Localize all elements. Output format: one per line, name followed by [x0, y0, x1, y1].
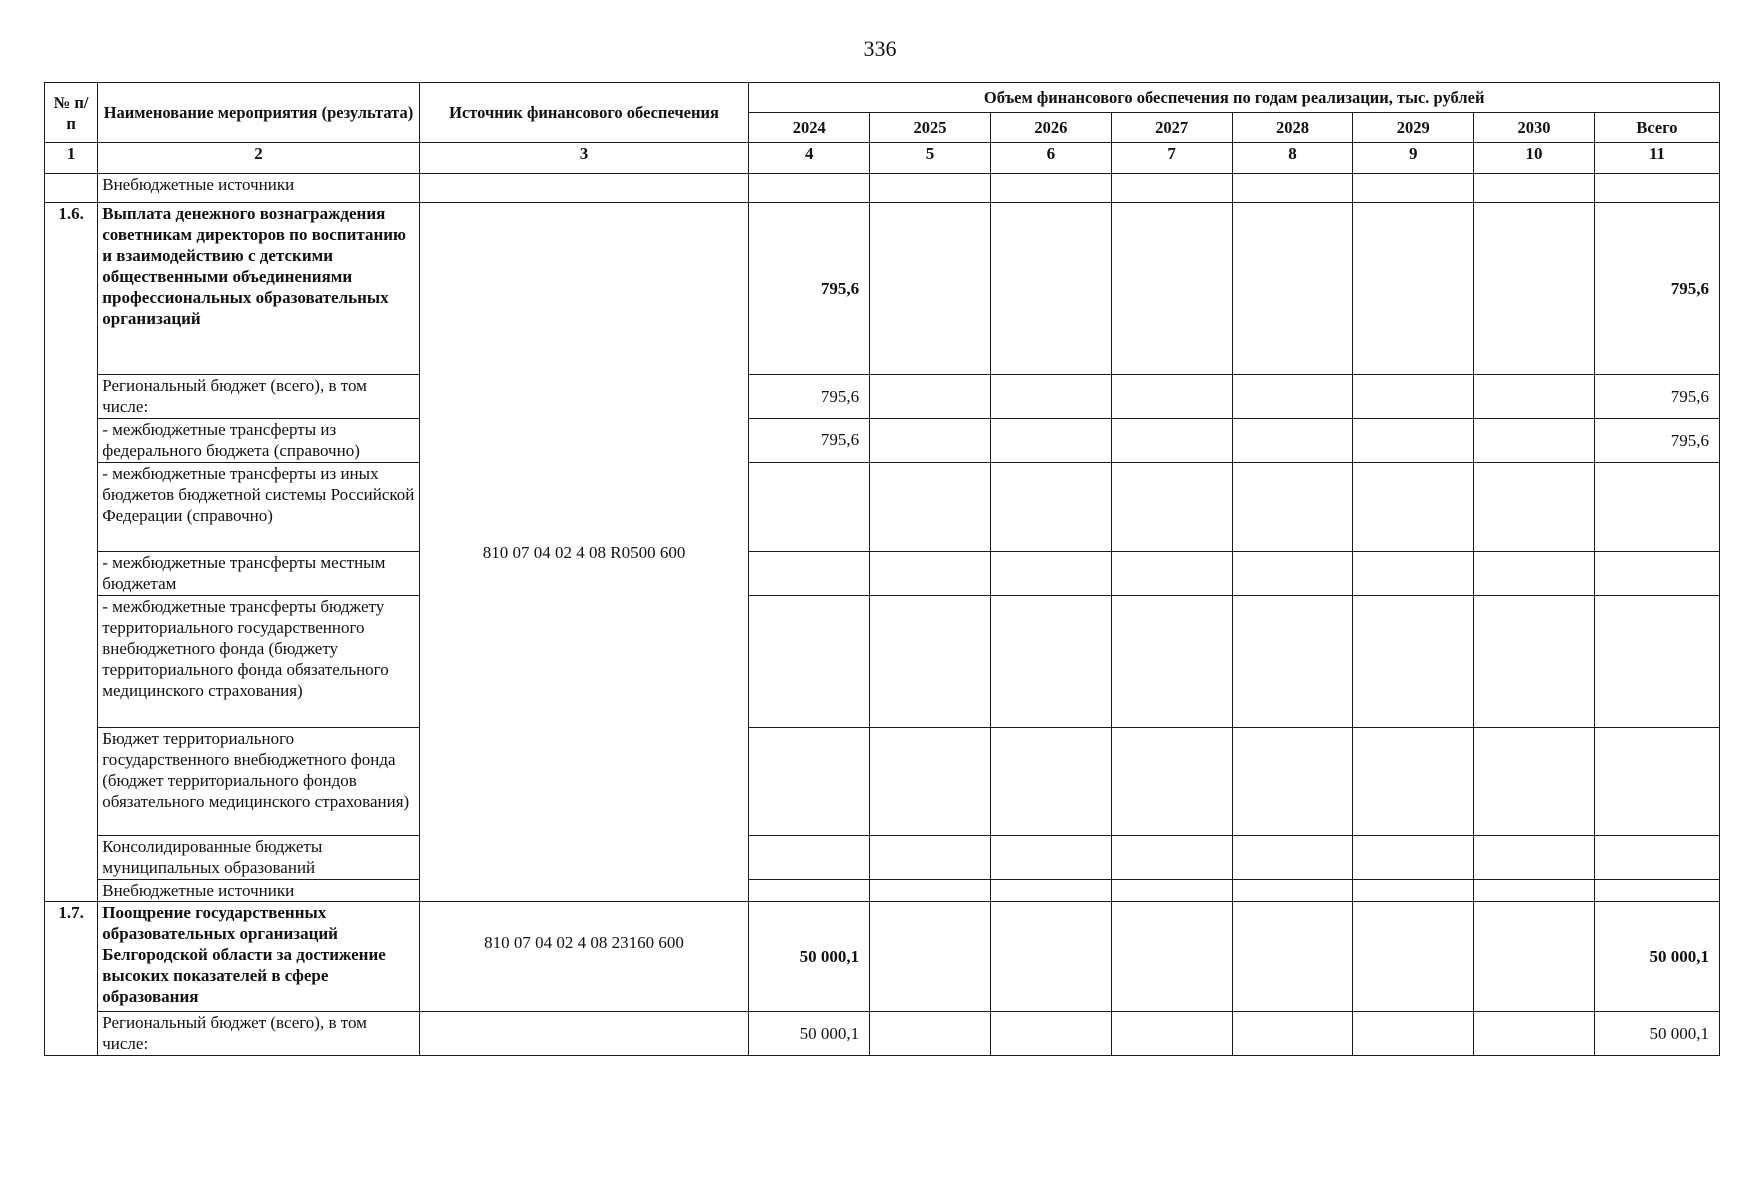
- column-number: 1: [45, 143, 98, 174]
- row-name: Бюджет территориального государственного внебюджетного фонда (бюджет территориального фондов обязательного медицинского страхования): [98, 728, 419, 836]
- table-row: [45, 174, 1720, 203]
- header-year: 2027: [1111, 113, 1232, 143]
- row-index: 1.6.: [45, 203, 98, 902]
- event-title: Выплата денежного вознаграждения советникам директоров по воспитанию и взаимодействию с детскими общественными объединениями профессиональных образовательных организаций: [98, 203, 419, 375]
- table-row: [45, 728, 1720, 836]
- financing-table: [44, 82, 1720, 1056]
- value-total: 795,6: [1594, 203, 1719, 375]
- budget-code: 810 07 04 02 4 08 23160 600: [419, 902, 749, 1012]
- column-number: 8: [1232, 143, 1353, 174]
- page-number: 336: [863, 36, 897, 61]
- header-year: 2028: [1232, 113, 1353, 143]
- value-2024: 795,6: [749, 419, 870, 463]
- value-total: 50 000,1: [1594, 902, 1719, 1012]
- column-number: 2: [98, 143, 419, 174]
- header-name: Наименование мероприятия (результата): [98, 83, 419, 143]
- column-number: 11: [1594, 143, 1719, 174]
- table-row: [45, 203, 1720, 375]
- value-2024: 795,6: [749, 203, 870, 375]
- column-number: 6: [990, 143, 1111, 174]
- column-number: 5: [870, 143, 991, 174]
- row-name: Внебюджетные источники: [98, 880, 419, 902]
- row-name: - межбюджетные трансферты местным бюджетам: [98, 552, 419, 596]
- header-source: Источник финансового обеспечения: [419, 83, 749, 143]
- table-row: [45, 463, 1720, 552]
- column-number: 9: [1353, 143, 1474, 174]
- row-name: - межбюджетные трансферты из иных бюджетов бюджетной системы Российской Федерации (справочно): [98, 463, 419, 552]
- header-year: 2029: [1353, 113, 1474, 143]
- header-num: № п/п: [45, 83, 98, 143]
- value-2024: 50 000,1: [749, 902, 870, 1012]
- table-row: [45, 552, 1720, 596]
- row-name: Консолидированные бюджеты муниципальных образований: [98, 836, 419, 880]
- value-2024: 50 000,1: [749, 1012, 870, 1056]
- value-total: 50 000,1: [1594, 1012, 1719, 1056]
- event-title: Поощрение государственных образовательных организаций Белгородской области за достижение высоких показателей в сфере образования: [98, 902, 419, 1012]
- value-total: 795,6: [1594, 375, 1719, 419]
- row-name: - межбюджетные трансферты из федерального бюджета (справочно): [98, 419, 419, 463]
- row-index: 1.7.: [45, 902, 98, 1056]
- header-year: 2025: [870, 113, 991, 143]
- row-name: Региональный бюджет (всего), в том числе:: [98, 375, 419, 419]
- column-number-row: [45, 143, 1720, 174]
- row-name: Внебюджетные источники: [98, 174, 419, 203]
- column-number: 10: [1474, 143, 1595, 174]
- row-name: Региональный бюджет (всего), в том числе:: [98, 1012, 419, 1056]
- table-row: [45, 1012, 1720, 1056]
- header-volume: Объем финансового обеспечения по годам реализации, тыс. рублей: [749, 83, 1720, 113]
- row-name: - межбюджетные трансферты бюджету территориального государственного внебюджетного фонда (бюджету территориального фонда обязательного медицинского страхования): [98, 596, 419, 728]
- table-row: [45, 596, 1720, 728]
- value-total: 795,6: [1594, 419, 1719, 463]
- table-row: [45, 902, 1720, 1012]
- header-total: Всего: [1594, 113, 1719, 143]
- budget-code: 810 07 04 02 4 08 R0500 600: [419, 203, 749, 902]
- column-number: 3: [419, 143, 749, 174]
- column-number: 4: [749, 143, 870, 174]
- table-row: [45, 419, 1720, 463]
- column-number: 7: [1111, 143, 1232, 174]
- value-2024: 795,6: [749, 375, 870, 419]
- header-year: 2024: [749, 113, 870, 143]
- header-year: 2030: [1474, 113, 1595, 143]
- table-row: [45, 375, 1720, 419]
- header-year: 2026: [990, 113, 1111, 143]
- table-row: [45, 836, 1720, 880]
- table-row: [45, 880, 1720, 902]
